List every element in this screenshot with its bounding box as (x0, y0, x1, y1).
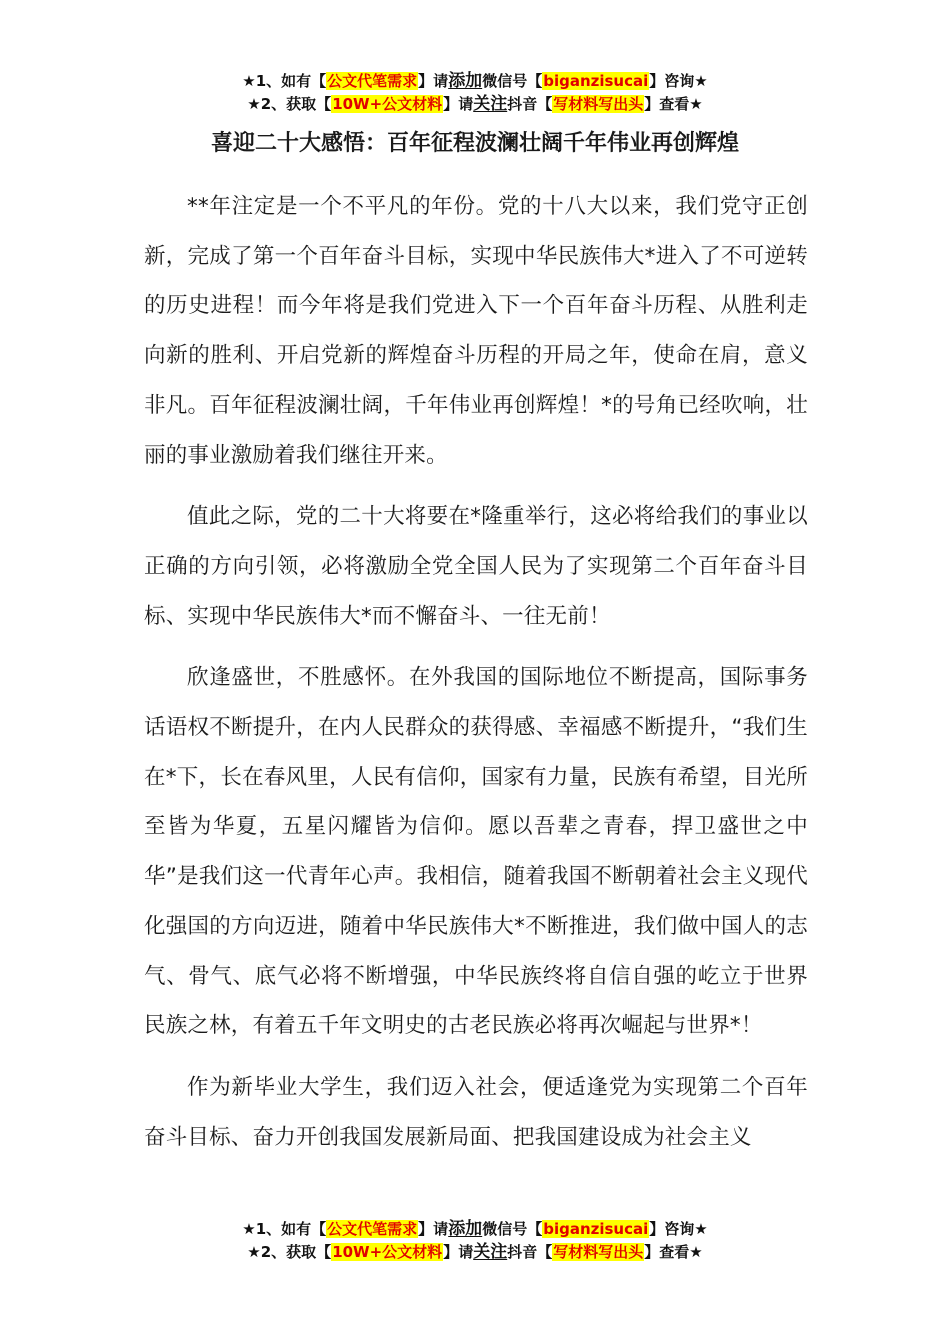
banner-text: 】咨询★ (649, 72, 708, 90)
highlight-douyin-account: 写材料写出头 (553, 1243, 644, 1261)
banner-line-2 (0, 93, 950, 116)
highlight-ghostwriting: 公文代笔需求 (327, 1220, 418, 1238)
banner-text: 】查看★ (644, 1243, 703, 1261)
banner-text: 】咨询★ (649, 1220, 708, 1238)
paragraph-4: 作为新毕业大学生，我们迈入社会，便适逢党为实现第二个百年奋斗目标、奋力开创我国发展新局面、把我国建设成为社会主义 (144, 1074, 808, 1150)
paragraph-1: **年注定是一个不平凡的年份。党的十八大以来，我们党守正创新，完成了第一个百年奋斗目标，实现中华民族伟大*进入了不可逆转的历史进程！而今年将是我们党进入下一个百年奋斗历程、从胜利走向新的胜利、开启党新的辉煌奋斗历程的开局之年，使命在肩，意义非凡。百年征程波澜壮阔，千年伟业再创辉煌！*的号角已经吹响，壮丽的事业激励着我们继往开来。 (144, 194, 808, 468)
banner-line-1 (0, 1218, 950, 1241)
emphasis-add: 添加 (448, 1219, 483, 1239)
highlight-ghostwriting: 公文代笔需求 (327, 72, 418, 90)
banner-text: 】请 (418, 72, 449, 90)
highlight-materials: 10W+公文材料 (332, 95, 443, 113)
banner-text: 抖音【 (507, 1243, 553, 1261)
banner-text: 微信号【 (482, 72, 543, 90)
emphasis-add: 添加 (448, 71, 483, 91)
document-body (144, 182, 808, 1202)
banner-text: ★1、如有【 (242, 1220, 327, 1238)
paragraph-3: 欣逢盛世，不胜感怀。在外我国的国际地位不断提高，国际事务话语权不断提升，在内人民群众的获得感、幸福感不断提升，“我们生在*下，长在春风里，人民有信仰，国家有力量，民族有希望，目光所至皆为华夏，五星闪耀皆为信仰。愿以吾辈之青春，捍卫盛世之中华”是我们这一代青年心声。我相信，随着我国不断朝着社会主义现代化强国的方向迈进，随着中华民族伟大*不断推进，我们做中国人的志气、骨气、底气必将不断增强，中华民族终将自信自强的屹立于世界民族之林，有着五千年文明史的古老民族必将再次崛起与世界*！ (144, 665, 808, 1039)
banner-text: 微信号【 (482, 1220, 543, 1238)
banner-text: 】请 (443, 95, 474, 113)
top-banner (0, 70, 950, 116)
emphasis-follow: 关注 (473, 1242, 508, 1262)
highlight-wechat-id: biganzisucai (543, 1220, 649, 1238)
banner-text: 】请 (418, 1220, 449, 1238)
highlight-materials: 10W+公文材料 (332, 1243, 443, 1261)
highlight-wechat-id: biganzisucai (543, 72, 649, 90)
banner-text: ★2、获取【 (247, 95, 332, 113)
paragraph-2: 值此之际，党的二十大将要在*隆重举行，这必将给我们的事业以正确的方向引领，必将激励全党全国人民为了实现第二个百年奋斗目标、实现中华民族伟大*而不懈奋斗、一往无前！ (144, 504, 808, 629)
banner-line-2 (0, 1241, 950, 1264)
banner-line-1 (0, 70, 950, 93)
banner-text: ★1、如有【 (242, 72, 327, 90)
banner-text: 抖音【 (507, 95, 553, 113)
banner-text: 】请 (443, 1243, 474, 1261)
emphasis-follow: 关注 (473, 94, 508, 114)
highlight-douyin-account: 写材料写出头 (553, 95, 644, 113)
banner-text: 】查看★ (644, 95, 703, 113)
bottom-banner (0, 1218, 950, 1264)
banner-text: ★2、获取【 (247, 1243, 332, 1261)
document-title: 喜迎二十大感悟：百年征程波澜壮阔千年伟业再创辉煌 (210, 131, 739, 156)
